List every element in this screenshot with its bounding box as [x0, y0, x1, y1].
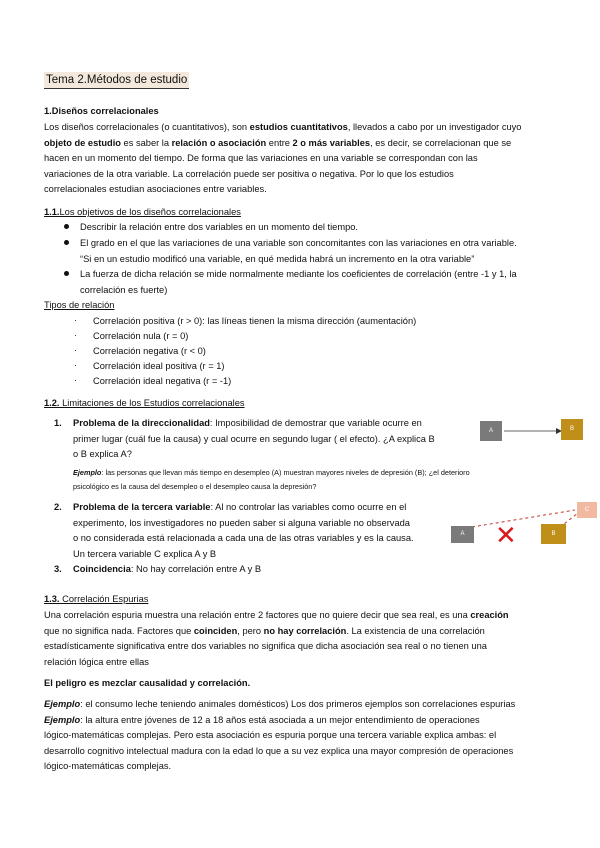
- example-depression-cont: psicológico es la causa del desempleo o el desempleo causa la depresión?: [73, 482, 317, 491]
- danger-statement: El peligro es mezclar causalidad y correlación.: [44, 678, 251, 688]
- bullet-icon: [64, 271, 69, 276]
- dot-icon: ·: [74, 315, 77, 325]
- page-title: Tema 2.Métodos de estudio: [44, 72, 189, 89]
- dot-icon: ·: [74, 360, 77, 370]
- limitation-3-number: 3.: [54, 564, 62, 574]
- example-2-cont: lógico-matemáticas complejas.: [44, 761, 172, 771]
- s1-line-2: objeto de estudio es saber la relación o asociación entre 2 o más variables, es decir, se correlacionan que se: [44, 137, 512, 148]
- s1-line-4: variaciones de la otra variable. La correlación puede ser positiva o negativa. Por lo que los estudios: [44, 168, 454, 179]
- example-depression: Ejemplo: las personas que llevan más tiempo en desempleo (A) muestran mayores niveles de depresión (B); ¿el deterioro: [73, 468, 470, 477]
- s13-line-1: Una correlación espuria muestra una relación entre 2 factores que no quiere decir que sea real, es una creación: [44, 610, 509, 620]
- bullet-icon: [64, 224, 69, 229]
- bullet-icon: [64, 240, 69, 245]
- s1-line-5: correlacionales estudian asociaciones entre variables.: [44, 184, 267, 194]
- s13-line-3: estadísticamente significativa entre dos variables no significa que dicha asociación sea real o no tienen una: [44, 641, 487, 651]
- limitation-2-cont: o no considerada está relacionada a cada una de las otras variables y es la causa.: [73, 533, 414, 543]
- variable-c-box: C: [577, 502, 597, 518]
- limitation-1: Problema de la direccionalidad: Imposibilidad de demostrar que variable ocurre en: [73, 418, 422, 428]
- dot-icon: ·: [74, 345, 77, 355]
- example-2-cont: desarrollo cognitivo intelectual madura con la edad lo que a su vez explica una mayor compresión de operaciones: [44, 745, 514, 756]
- relation-type-item: Correlación negativa (r < 0): [93, 346, 206, 356]
- limitation-3: Coincidencia: No hay correlación entre A y B: [73, 564, 262, 574]
- limitation-2-cont: Un tercera variable C explica A y B: [73, 548, 217, 559]
- s1-line-1: Los diseños correlacionales (o cuantitativos), son estudios cuantitativos, llevados a cabo por un investigador cuyo: [44, 122, 522, 132]
- variable-b-box: B: [561, 419, 583, 440]
- objective-1: Describir la relación entre dos variables en un momento del tiempo.: [80, 222, 359, 232]
- example-2-cont: lógico-matemáticas complejas. Pero esta asociación es espuria porque una tercera variable explica ambas: el: [44, 730, 497, 740]
- arrow-icon: [502, 424, 562, 438]
- limitation-1-cont: primer lugar (cuál fue la causa) y cual ocurre en segundo lugar ( el efecto). ¿A explica B: [73, 433, 435, 444]
- relation-types-heading: Tipos de relación: [44, 300, 115, 310]
- cross-icon: ✕: [495, 520, 517, 550]
- limitation-1-number: 1.: [54, 418, 62, 428]
- relation-type-item: Correlación ideal negativa (r = -1): [93, 376, 232, 386]
- s13-line-4: relación lógica entre ellas: [44, 656, 149, 667]
- relation-type-item: Correlación positiva (r > 0): las líneas tienen la misma dirección (aumentación): [93, 316, 417, 326]
- limitation-1-cont: o B explica A?: [73, 449, 132, 459]
- limitation-2: Problema de la tercera variable: Al no controlar las variables como ocurre en el: [73, 502, 407, 512]
- dot-icon: ·: [74, 375, 77, 385]
- variable-b-box: B: [541, 524, 566, 544]
- example-1: Ejemplo: el consumo leche teniendo animales domésticos) Los dos primeros ejemplos son correlaciones espurias: [44, 699, 516, 709]
- objective-3-cont: correlación es fuerte): [80, 284, 168, 295]
- objective-2: El grado en el que las variaciones de una variable son concomitantes con las variaciones en otra variable.: [80, 238, 517, 248]
- limitation-2-cont: experimento, los investigadores no pueden saber si alguna variable no observada: [73, 517, 410, 528]
- objective-2-quote: “Si en un estudio modificó una variable, en qué medida habrá un incremento en la otra variable”: [80, 253, 475, 264]
- limitation-2-number: 2.: [54, 502, 62, 512]
- section-1-1-heading: 1.1.Los objetivos de los diseños correlacionales: [44, 207, 241, 217]
- dot-icon: ·: [74, 330, 77, 340]
- section-1-3-heading: 1.3. Correlación Espurias: [44, 594, 149, 604]
- variable-a-box: A: [480, 421, 502, 441]
- relation-type-item: Correlación ideal positiva (r = 1): [93, 361, 225, 371]
- variable-a-box: A: [451, 526, 474, 543]
- example-2: Ejemplo: la altura entre jóvenes de 12 a 18 años está asociada a un mejor entendimiento de operaciones: [44, 714, 480, 725]
- relation-type-item: Correlación nula (r = 0): [93, 331, 189, 341]
- section-1-2-heading: 1.2. Limitaciones de los Estudios correlacionales: [44, 398, 245, 408]
- section-1-heading: 1.Diseños correlacionales: [44, 106, 159, 116]
- s1-line-3: hacen en un momento del tiempo. De forma que las variaciones en una variable se correspondan con las: [44, 153, 478, 163]
- objective-3: La fuerza de dicha relación se mide normalmente mediante los coeficientes de correlación (entre -1 y 1, la: [80, 269, 517, 279]
- s13-line-2: que no significa nada. Factores que coinciden, pero no hay correlación. La existencia de una correlación: [44, 625, 485, 636]
